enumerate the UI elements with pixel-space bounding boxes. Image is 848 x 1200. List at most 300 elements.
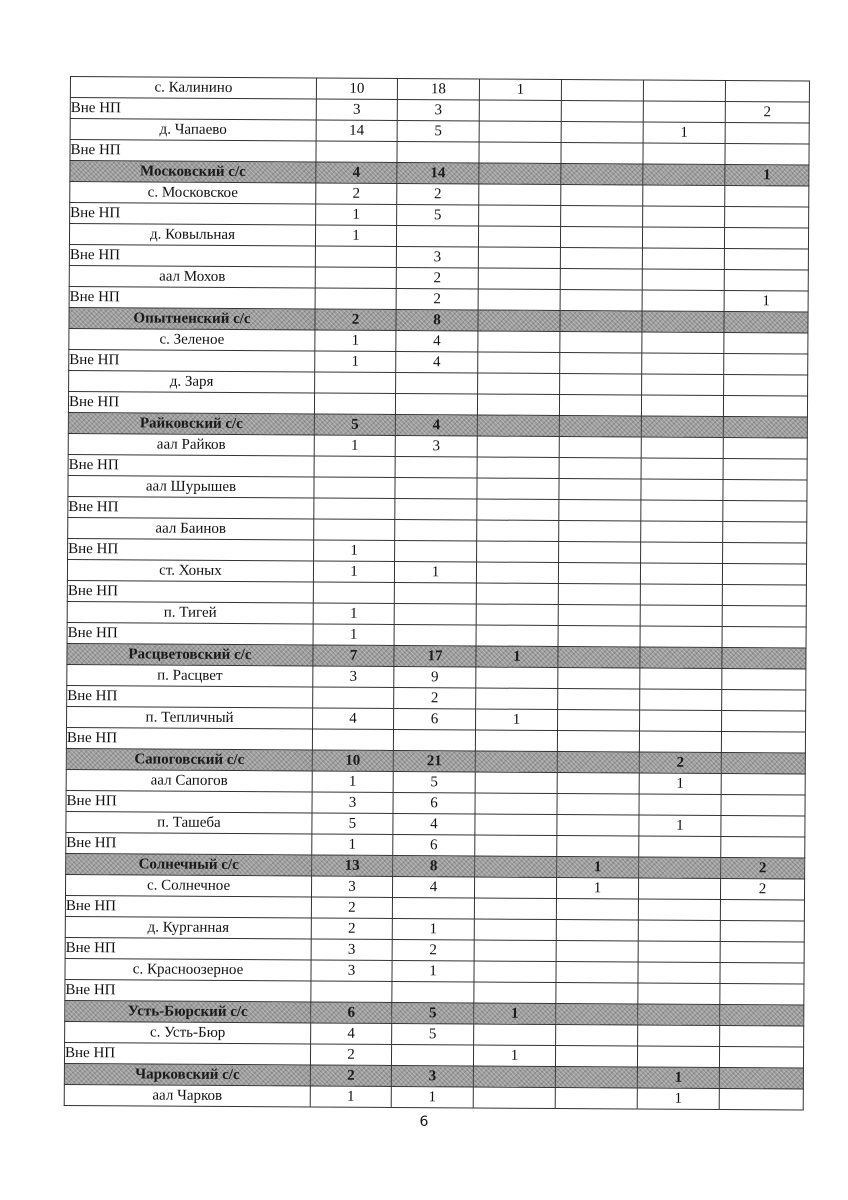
row-label: аал Мохов — [69, 265, 315, 288]
value-cell — [473, 1066, 555, 1088]
value-cell — [559, 457, 641, 479]
value-cell: 2 — [725, 102, 809, 124]
value-cell: 4 — [393, 813, 475, 835]
value-cell — [561, 122, 643, 144]
value-cell — [724, 249, 808, 271]
value-cell — [719, 1067, 803, 1089]
value-cell — [477, 415, 559, 437]
value-cell — [394, 624, 476, 646]
value-cell — [638, 920, 720, 942]
row-label: аал Шурышев — [68, 475, 314, 498]
value-cell — [555, 1066, 637, 1088]
value-cell — [478, 310, 560, 332]
value-cell — [311, 981, 392, 1002]
value-cell — [724, 353, 808, 375]
value-cell — [639, 731, 721, 753]
value-cell — [475, 793, 557, 815]
row-label: Вне НП — [69, 286, 315, 309]
row-label: д. Ковыльная — [69, 224, 315, 247]
value-cell — [560, 331, 642, 353]
row-label: Расцветовский с/с — [67, 643, 313, 666]
value-cell — [722, 689, 806, 711]
row-label: Опытненский с/с — [69, 307, 315, 330]
value-cell: 2 — [310, 1044, 391, 1065]
value-cell — [720, 920, 804, 942]
value-cell — [641, 479, 723, 501]
value-cell: 2 — [394, 687, 476, 709]
value-cell — [561, 80, 643, 102]
value-cell — [314, 498, 395, 519]
value-cell — [478, 268, 560, 290]
value-cell — [719, 1088, 803, 1110]
value-cell — [315, 267, 396, 288]
value-cell — [561, 206, 643, 228]
value-cell: 1 — [314, 435, 395, 456]
value-cell — [642, 374, 724, 396]
value-cell — [559, 394, 641, 416]
value-cell — [638, 1004, 720, 1026]
row-label: Вне НП — [67, 622, 313, 645]
value-cell — [639, 857, 721, 879]
value-cell: 1 — [476, 646, 558, 668]
value-cell: 3 — [312, 792, 393, 813]
value-cell: 1 — [474, 1003, 556, 1025]
value-cell — [560, 268, 642, 290]
value-cell — [643, 101, 725, 123]
value-cell — [395, 519, 477, 541]
row-label: Московский с/с — [70, 161, 316, 184]
value-cell — [477, 436, 559, 458]
value-cell — [642, 248, 724, 270]
value-cell — [722, 647, 806, 669]
row-label: с. Солнечное — [65, 874, 311, 897]
row-label: Вне НП — [69, 349, 315, 372]
value-cell — [640, 563, 722, 585]
value-cell — [392, 981, 474, 1003]
value-cell: 1 — [314, 540, 395, 561]
value-cell: 1 — [315, 351, 396, 372]
value-cell — [639, 794, 721, 816]
value-cell — [478, 352, 560, 374]
row-label: с. Московское — [70, 182, 316, 205]
value-cell — [557, 835, 639, 857]
value-cell — [641, 416, 723, 438]
value-cell — [476, 583, 558, 605]
value-cell — [312, 729, 393, 750]
value-cell — [725, 207, 809, 229]
value-cell — [723, 395, 807, 417]
value-cell: 10 — [316, 78, 397, 99]
value-cell — [641, 458, 723, 480]
value-cell — [722, 605, 806, 627]
value-cell: 5 — [392, 1023, 474, 1045]
value-cell — [725, 81, 809, 103]
value-cell — [557, 772, 639, 794]
value-cell — [479, 184, 561, 206]
value-cell — [558, 709, 640, 731]
value-cell — [720, 1004, 804, 1026]
row-label: д. Курганная — [65, 916, 311, 939]
value-cell — [638, 878, 720, 900]
value-cell: 2 — [720, 878, 804, 900]
row-label: Вне НП — [65, 979, 311, 1002]
value-cell — [722, 626, 806, 648]
value-cell — [476, 625, 558, 647]
value-cell — [724, 228, 808, 250]
value-cell — [474, 961, 556, 983]
row-label: с. Усть-Бюр — [65, 1021, 311, 1044]
value-cell: 1 — [479, 79, 561, 101]
row-label: Вне НП — [68, 538, 314, 561]
value-cell — [556, 940, 638, 962]
value-cell: 17 — [394, 645, 476, 667]
value-cell — [474, 898, 556, 920]
value-cell — [719, 1046, 803, 1068]
value-cell — [559, 415, 641, 437]
value-cell — [559, 478, 641, 500]
value-cell — [560, 289, 642, 311]
value-cell: 2 — [392, 939, 474, 961]
value-cell — [559, 520, 641, 542]
value-cell — [638, 1025, 720, 1047]
value-cell — [397, 141, 479, 163]
value-cell — [557, 814, 639, 836]
value-cell: 1 — [476, 709, 558, 731]
value-cell — [640, 626, 722, 648]
value-cell — [313, 582, 394, 603]
value-cell — [638, 941, 720, 963]
value-cell — [721, 836, 805, 858]
value-cell: 2 — [397, 183, 479, 205]
value-cell — [558, 625, 640, 647]
value-cell — [313, 687, 394, 708]
value-cell: 1 — [313, 603, 394, 624]
row-label: Сапоговский с/с — [66, 748, 312, 771]
row-label: Вне НП — [70, 203, 316, 226]
value-cell: 1 — [392, 918, 474, 940]
value-cell — [474, 940, 556, 962]
value-cell: 1 — [557, 856, 639, 878]
table-row — [64, 1084, 803, 1110]
value-cell — [558, 583, 640, 605]
row-label: п. Ташеба — [66, 811, 312, 834]
row-label: с. Зеленое — [69, 328, 315, 351]
value-cell: 2 — [310, 1065, 391, 1086]
value-cell: 1 — [643, 122, 725, 144]
value-cell — [725, 144, 809, 166]
value-cell — [722, 584, 806, 606]
value-cell — [561, 164, 643, 186]
value-cell — [478, 226, 560, 248]
row-label: Вне НП — [64, 1042, 310, 1065]
value-cell: 1 — [391, 1086, 473, 1108]
value-cell: 10 — [312, 750, 393, 771]
value-cell — [642, 227, 724, 249]
value-cell — [560, 373, 642, 395]
row-label: Вне НП — [68, 391, 314, 414]
row-label: Вне НП — [66, 832, 312, 855]
row-label: Вне НП — [66, 790, 312, 813]
value-cell: 2 — [639, 752, 721, 774]
value-cell — [561, 185, 643, 207]
row-label: Усть-Бюрский с/с — [65, 1000, 311, 1023]
value-cell: 5 — [314, 414, 395, 435]
value-cell — [395, 393, 477, 415]
value-cell — [479, 121, 561, 143]
value-cell — [559, 499, 641, 521]
value-cell: 4 — [311, 1023, 392, 1044]
value-cell — [478, 331, 560, 353]
row-label: Вне НП — [66, 727, 312, 750]
value-cell — [643, 185, 725, 207]
value-cell: 2 — [721, 857, 805, 879]
value-cell — [314, 477, 395, 498]
value-cell: 1 — [312, 771, 393, 792]
value-cell — [640, 710, 722, 732]
value-cell — [643, 80, 725, 102]
value-cell — [478, 373, 560, 395]
value-cell: 9 — [394, 666, 476, 688]
row-label: Чарковский с/с — [64, 1063, 310, 1086]
value-cell: 1 — [392, 960, 474, 982]
row-label: п. Тепличный — [67, 706, 313, 729]
value-cell: 3 — [311, 939, 392, 960]
value-cell — [314, 456, 395, 477]
value-cell — [641, 500, 723, 522]
value-cell — [640, 584, 722, 606]
value-cell: 6 — [311, 1002, 392, 1023]
value-cell — [559, 436, 641, 458]
value-cell — [316, 141, 397, 162]
row-label: Вне НП — [68, 454, 314, 477]
value-cell — [720, 899, 804, 921]
value-cell: 1 — [313, 624, 394, 645]
value-cell: 3 — [313, 666, 394, 687]
value-cell — [474, 1024, 556, 1046]
value-cell — [556, 898, 638, 920]
value-cell — [640, 605, 722, 627]
value-cell — [475, 751, 557, 773]
value-cell: 4 — [316, 162, 397, 183]
value-cell — [643, 206, 725, 228]
value-cell — [475, 730, 557, 752]
value-cell — [558, 604, 640, 626]
value-cell: 6 — [394, 708, 476, 730]
value-cell: 5 — [397, 120, 479, 142]
value-cell — [479, 205, 561, 227]
value-cell — [556, 1003, 638, 1025]
value-cell: 1 — [315, 330, 396, 351]
value-cell — [720, 941, 804, 963]
value-cell — [395, 456, 477, 478]
value-cell — [477, 394, 559, 416]
value-cell: 1 — [312, 834, 393, 855]
value-cell: 1 — [724, 291, 808, 313]
value-cell: 1 — [310, 1086, 391, 1107]
value-cell — [393, 729, 475, 751]
value-cell — [721, 731, 805, 753]
value-cell — [558, 688, 640, 710]
row-label: Вне НП — [67, 580, 313, 603]
value-cell: 8 — [393, 855, 475, 877]
value-cell — [477, 457, 559, 479]
value-cell — [314, 393, 395, 414]
row-label: Вне НП — [70, 98, 316, 121]
value-cell — [721, 815, 805, 837]
value-cell: 3 — [395, 435, 477, 457]
value-cell — [475, 772, 557, 794]
row-label: с. Калинино — [70, 77, 316, 100]
value-cell — [479, 163, 561, 185]
value-cell: 7 — [313, 645, 394, 666]
value-cell — [725, 186, 809, 208]
value-cell — [723, 542, 807, 564]
value-cell: 3 — [316, 99, 397, 120]
value-cell — [477, 478, 559, 500]
value-cell — [394, 582, 476, 604]
value-cell — [641, 395, 723, 417]
value-cell: 1 — [556, 877, 638, 899]
value-cell: 4 — [392, 876, 474, 898]
value-cell: 4 — [396, 351, 478, 373]
value-cell: 1 — [473, 1045, 555, 1067]
value-cell — [556, 982, 638, 1004]
value-cell — [642, 311, 724, 333]
value-cell — [475, 814, 557, 836]
value-cell — [396, 372, 478, 394]
value-cell: 1 — [637, 1067, 719, 1089]
row-label: Вне НП — [70, 140, 316, 163]
value-cell — [638, 962, 720, 984]
value-cell: 5 — [393, 771, 475, 793]
row-label: Вне НП — [68, 496, 314, 519]
value-cell — [558, 646, 640, 668]
table-body — [64, 77, 809, 1110]
statistics-table — [64, 76, 810, 1111]
row-label: Вне НП — [69, 244, 315, 267]
value-cell — [641, 521, 723, 543]
value-cell: 4 — [313, 708, 394, 729]
value-cell — [642, 269, 724, 291]
value-cell — [557, 793, 639, 815]
value-cell — [641, 542, 723, 564]
value-cell: 2 — [396, 288, 478, 310]
value-cell: 2 — [396, 267, 478, 289]
value-cell — [561, 143, 643, 165]
value-cell — [724, 332, 808, 354]
value-cell — [642, 290, 724, 312]
value-cell: 4 — [396, 330, 478, 352]
page-number: 6 — [419, 1114, 429, 1130]
value-cell — [477, 541, 559, 563]
value-cell: 5 — [392, 1002, 474, 1024]
value-cell — [557, 751, 639, 773]
value-cell — [473, 1087, 555, 1109]
value-cell: 3 — [396, 246, 478, 268]
value-cell: 1 — [639, 815, 721, 837]
value-cell: 2 — [316, 183, 397, 204]
value-cell: 8 — [396, 309, 478, 331]
value-cell — [478, 289, 560, 311]
value-cell — [474, 982, 556, 1004]
value-cell — [556, 919, 638, 941]
value-cell: 5 — [312, 813, 393, 834]
row-label: Вне НП — [67, 685, 313, 708]
value-cell: 3 — [311, 960, 392, 981]
value-cell — [720, 983, 804, 1005]
value-cell — [640, 689, 722, 711]
value-cell: 1 — [394, 561, 476, 583]
row-label: д. Чапаево — [70, 119, 316, 142]
value-cell — [315, 288, 396, 309]
value-cell — [479, 100, 561, 122]
row-label: с. Красноозерное — [65, 958, 311, 981]
value-cell — [475, 835, 557, 857]
value-cell — [315, 246, 396, 267]
value-cell — [559, 541, 641, 563]
row-label: аал Баинов — [68, 517, 314, 540]
value-cell — [560, 247, 642, 269]
value-cell: 18 — [397, 79, 479, 101]
row-label: п. Тигей — [67, 601, 313, 624]
value-cell — [637, 1046, 719, 1068]
value-cell: 14 — [316, 120, 397, 141]
value-cell — [392, 897, 474, 919]
value-cell — [641, 437, 723, 459]
value-cell — [642, 353, 724, 375]
value-cell — [640, 647, 722, 669]
value-cell — [721, 773, 805, 795]
value-cell: 1 — [639, 773, 721, 795]
value-cell — [643, 143, 725, 165]
row-label: Райковский с/с — [68, 412, 314, 435]
value-cell: 1 — [315, 225, 396, 246]
value-cell — [555, 1045, 637, 1067]
value-cell — [395, 540, 477, 562]
value-cell — [723, 479, 807, 501]
value-cell: 2 — [311, 918, 392, 939]
value-cell: 6 — [393, 834, 475, 856]
value-cell — [476, 667, 558, 689]
value-cell — [558, 667, 640, 689]
value-cell: 3 — [311, 876, 392, 897]
value-cell — [479, 142, 561, 164]
value-cell — [478, 247, 560, 269]
value-cell — [476, 688, 558, 710]
value-cell — [723, 500, 807, 522]
value-cell — [396, 225, 478, 247]
row-label: д. Заря — [69, 370, 315, 393]
value-cell — [556, 961, 638, 983]
value-cell — [722, 668, 806, 690]
value-cell: 14 — [397, 162, 479, 184]
value-cell — [724, 374, 808, 396]
value-cell — [557, 730, 639, 752]
value-cell — [315, 372, 396, 393]
value-cell — [475, 856, 557, 878]
value-cell — [558, 562, 640, 584]
value-cell — [722, 710, 806, 732]
value-cell — [722, 563, 806, 585]
value-cell — [477, 499, 559, 521]
value-cell — [721, 752, 805, 774]
value-cell: 1 — [637, 1088, 719, 1110]
value-cell — [723, 437, 807, 459]
value-cell: 5 — [397, 204, 479, 226]
value-cell: 1 — [316, 204, 397, 225]
value-cell — [476, 562, 558, 584]
value-cell: 13 — [312, 855, 393, 876]
